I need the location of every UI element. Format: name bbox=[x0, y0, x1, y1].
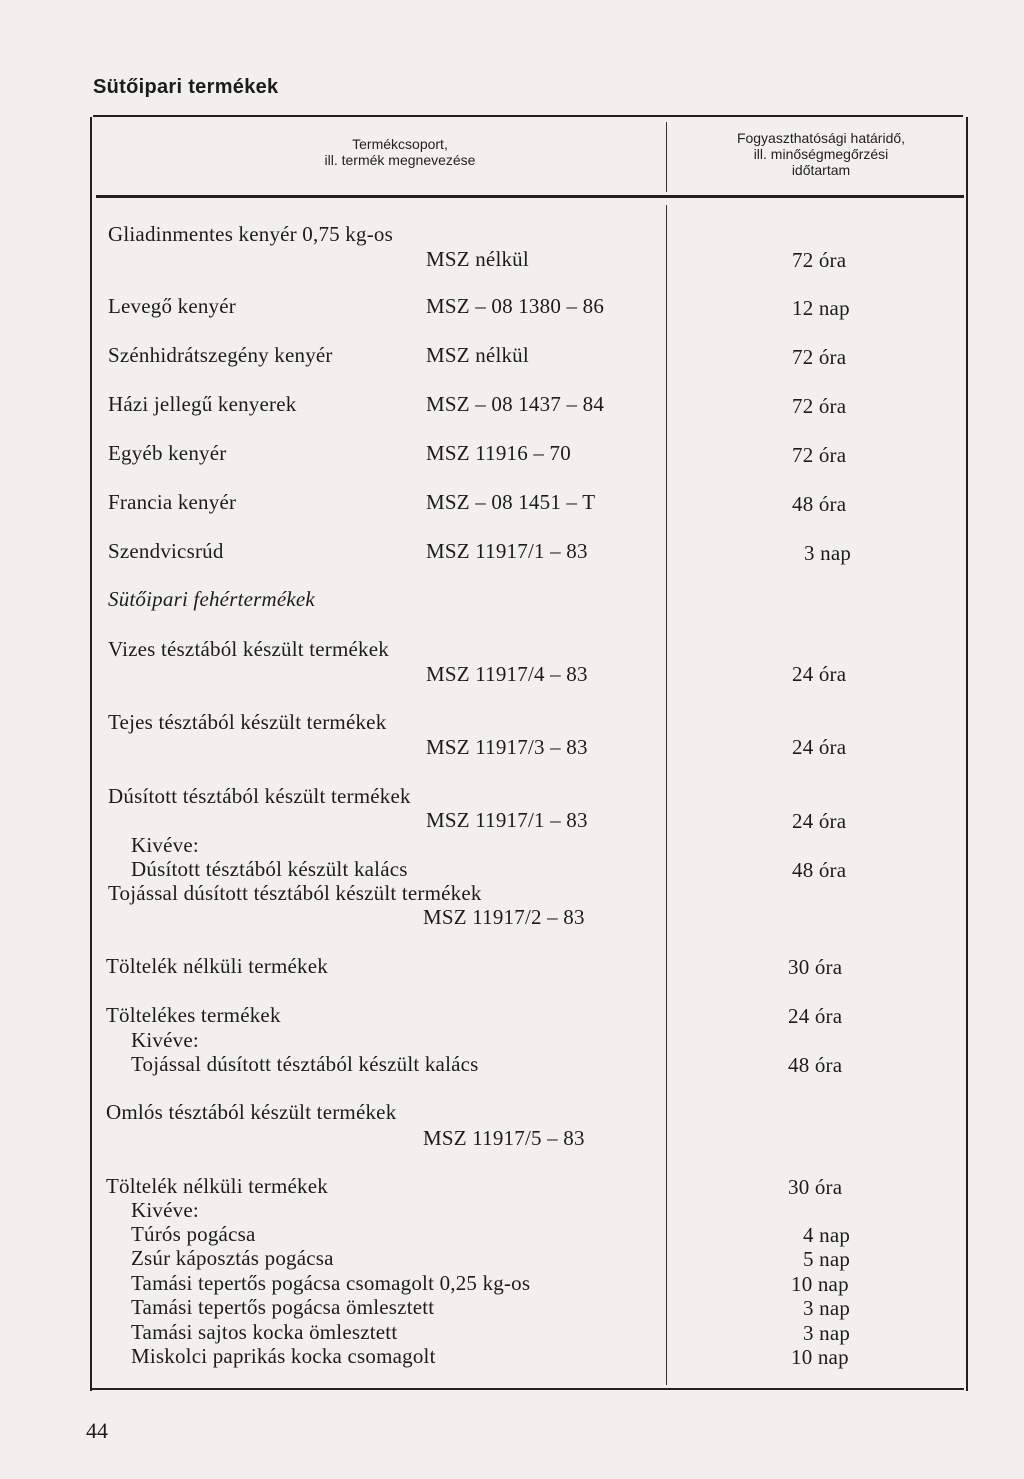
section-heading-text: Sütőipari fehértermékek bbox=[108, 587, 315, 611]
shelf-life: 5 nap bbox=[803, 1247, 851, 1271]
shelf-life: 10 nap bbox=[791, 1345, 849, 1369]
standard-code: MSZ nélkül bbox=[426, 247, 529, 271]
column-header-shelf-life-line1: Fogyaszthatósági határidő, bbox=[736, 130, 906, 146]
product-name: Francia kenyér bbox=[108, 490, 237, 514]
standard-code: MSZ – 08 1437 – 84 bbox=[426, 392, 605, 416]
exception-label: Kivéve: bbox=[131, 1028, 199, 1052]
shelf-life: 48 óra bbox=[788, 1053, 843, 1077]
shelf-life: 3 nap bbox=[803, 1321, 851, 1345]
product-name: Szénhidrátszegény kenyér bbox=[108, 343, 333, 367]
product-name: Töltelék nélküli termékek bbox=[106, 954, 328, 978]
standard-code: MSZ 11916 – 70 bbox=[426, 441, 571, 465]
column-header-shelf-life-line2: ill. minőségmegőrzési bbox=[753, 146, 889, 162]
product-name: Tojással dúsított tésztából készült kalács bbox=[131, 1052, 479, 1076]
product-name: Gliadinmentes kenyér 0,75 kg-os bbox=[108, 222, 393, 246]
column-divider-header bbox=[666, 122, 667, 192]
product-name: Tamási tepertős pogácsa csomagolt 0,25 kg-os bbox=[131, 1271, 531, 1295]
shelf-life: 48 óra bbox=[792, 492, 847, 516]
table-header-rule bbox=[96, 195, 964, 198]
product-name: Szendvicsrúd bbox=[108, 539, 224, 563]
shelf-life: 3 nap bbox=[804, 541, 852, 565]
standard-code: MSZ 11917/3 – 83 bbox=[426, 735, 588, 759]
product-name: Töltelék nélküli termékek bbox=[106, 1174, 328, 1198]
product-name: Házi jellegű kenyerek bbox=[108, 392, 297, 416]
product-name: Tojással dúsított tésztából készült termékek bbox=[108, 881, 482, 905]
shelf-life: 30 óra bbox=[788, 955, 843, 979]
shelf-life: 24 óra bbox=[792, 809, 847, 833]
shelf-life: 24 óra bbox=[792, 662, 847, 686]
product-name: Tamási sajtos kocka ömlesztett bbox=[131, 1320, 398, 1344]
standard-code: MSZ 11917/4 – 83 bbox=[426, 662, 588, 686]
shelf-life: 72 óra bbox=[792, 248, 847, 272]
table-bottom-rule bbox=[92, 1388, 964, 1390]
column-header-product-line1: Termékcsoport, bbox=[352, 136, 448, 152]
product-name: Vizes tésztából készült termékek bbox=[108, 637, 389, 661]
product-name: Túrós pogácsa bbox=[131, 1222, 256, 1246]
shelf-life: 72 óra bbox=[792, 394, 847, 418]
shelf-life: 4 nap bbox=[803, 1223, 851, 1247]
shelf-life: 12 nap bbox=[792, 296, 850, 320]
shelf-life: 24 óra bbox=[792, 735, 847, 759]
product-name: Levegő kenyér bbox=[108, 294, 236, 318]
page-title: Sütőipari termékek bbox=[93, 76, 279, 98]
shelf-life: 72 óra bbox=[792, 443, 847, 467]
standard-code: MSZ 11917/5 – 83 bbox=[423, 1126, 585, 1150]
standard-code: MSZ – 08 1380 – 86 bbox=[426, 294, 605, 318]
product-name: Zsúr káposztás pogácsa bbox=[131, 1246, 334, 1270]
shelf-life: 10 nap bbox=[791, 1272, 849, 1296]
shelf-life: 30 óra bbox=[788, 1175, 843, 1199]
shelf-life: 72 óra bbox=[792, 345, 847, 369]
product-name: Egyéb kenyér bbox=[108, 441, 227, 465]
product-name: Dúsított tésztából készült termékek bbox=[108, 784, 411, 808]
standard-code: MSZ 11917/1 – 83 bbox=[426, 808, 588, 832]
product-name: Omlós tésztából készült termékek bbox=[106, 1100, 397, 1124]
product-name: Tamási tepertős pogácsa ömlesztett bbox=[131, 1295, 435, 1319]
shelf-life: 24 óra bbox=[788, 1004, 843, 1028]
exception-label: Kivéve: bbox=[131, 1198, 199, 1222]
exception-label: Kivéve: bbox=[131, 833, 199, 857]
product-name: Dúsított tésztából készült kalács bbox=[131, 857, 408, 881]
column-header-shelf-life bbox=[676, 130, 966, 178]
table-top-rule bbox=[93, 115, 963, 117]
shelf-life: 48 óra bbox=[792, 858, 847, 882]
page-number: 44 bbox=[86, 1418, 108, 1443]
column-divider-body bbox=[666, 205, 667, 1385]
product-name: Töltelékes termékek bbox=[106, 1003, 281, 1027]
standard-code: MSZ 11917/2 – 83 bbox=[423, 905, 585, 929]
column-header-shelf-life-line3: időtartam bbox=[791, 162, 851, 178]
column-header-product bbox=[290, 136, 510, 168]
standard-code: MSZ – 08 1451 – T bbox=[426, 490, 596, 514]
column-header-product-line2: ill. termék megnevezése bbox=[324, 152, 476, 168]
standard-code: MSZ 11917/1 – 83 bbox=[426, 539, 588, 563]
product-name: Tejes tésztából készült termékek bbox=[108, 710, 387, 734]
standard-code: MSZ nélkül bbox=[426, 343, 529, 367]
product-name: Miskolci paprikás kocka csomagolt bbox=[131, 1344, 436, 1368]
shelf-life: 3 nap bbox=[803, 1296, 851, 1320]
